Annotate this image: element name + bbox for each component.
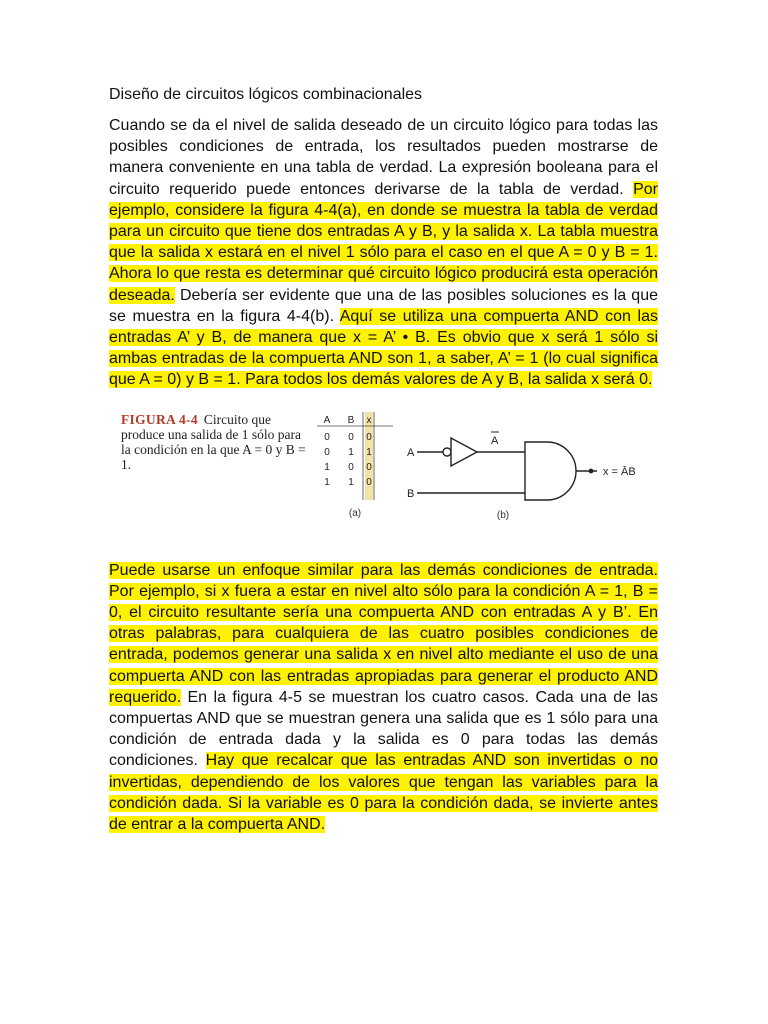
inverted-a-label: A <box>491 434 499 447</box>
inverter-triangle <box>451 438 477 466</box>
figure-spacer <box>109 526 658 560</box>
table-cell: 1 <box>366 446 372 458</box>
table-cell: 1 <box>348 476 354 488</box>
p1-seg-1-highlight: Por ejemplo, considere la figura 4-4(a), en donde se muestra la tabla de verdad para un circuito que tiene dos entradas A y B, y la salida x. La tabla muestra que la salida x estará en el nivel 1 sólo para el caso en el que A = 0 y B = 1. Ahora lo que resta es determinar qué circuito lógico producirá esta operación deseada. <box>109 180 658 304</box>
table-cell: 1 <box>348 446 354 458</box>
figure-label: FIGURA 4-4 <box>121 411 198 427</box>
p1-seg-0: Cuando se da el nivel de salida deseado de un circuito lógico para todas las posibles condiciones de entrada, los resultados pueden mostrarse de manera conveniente en una tabla de verdad. La expresión booleana para el circuito requerido puede entonces derivarse de la tabla de verdad. <box>109 117 658 198</box>
table-cell: 0 <box>324 431 330 443</box>
table-cell: 0 <box>348 431 354 443</box>
figure-caption <box>121 412 311 472</box>
table-cell: 1 <box>324 476 330 488</box>
p1-seg-3-highlight: Aquí se utiliza una compuerta AND con las entradas A’ y B, de manera que x = A’ • B. Es obvio que x será 1 sólo si ambas entradas de la compuerta AND son 1, a saber, A’ = 1 (lo cual significa que A = 0) y B = 1. Para todos los demás valores de A y B, la salida x será 0. <box>109 307 658 389</box>
output-label: x = ĀB <box>603 465 636 478</box>
p2-seg-2-highlight: Hay que recalcar que las entradas AND son invertidas o no invertidas, dependiendo de los valores que tengan las variables para la condición dada. Si la variable es 0 para la condición dada, se invierte antes de entrar a la compuerta AND. <box>109 752 659 834</box>
document-title: Diseño de circuitos lógicos combinacionales <box>109 86 423 103</box>
output-node <box>589 468 594 473</box>
table-cell: 0 <box>366 476 372 488</box>
input-b-label: B <box>407 487 415 500</box>
paragraph-1 <box>109 115 658 391</box>
inverter-bubble <box>443 448 451 456</box>
table-header-a: A <box>323 414 331 426</box>
table-cell: 0 <box>348 461 354 473</box>
p2-seg-0-highlight: Puede usarse un enfoque similar para las demás condiciones de entrada. Por ejemplo, si x fuera a estar en nivel alto sólo para la condición A = 1, B = 0, el circuito resultante sería una compuerta AND con entradas A y B’. En otras palabras, para cualquiera de las cuatro posibles condiciones de entrada, podemos generar una salida x en nivel alto mediante el uso de una compuerta AND con las entradas apropiadas para generar el producto AND requerido. <box>109 561 658 706</box>
table-header-b: B <box>347 414 355 426</box>
table-cell: 0 <box>366 431 372 443</box>
table-cell: 0 <box>366 461 372 473</box>
table-header-x: x <box>366 414 372 426</box>
figure-4-4 <box>109 406 658 526</box>
and-gate-circuit <box>407 414 647 520</box>
p2-seg-1: En la figura 4-5 se muestran los cuatro casos. Cada una de las compuertas AND que se muestran genera una salida que es 1 sólo para una condición de entrada dada y la salida es 0 para todas las demás condiciones. <box>109 688 658 770</box>
truth-table <box>315 412 395 518</box>
circuit-sublabel: (b) <box>496 509 510 520</box>
paragraph-2 <box>109 560 658 836</box>
document-page <box>109 84 658 835</box>
table-cell: 0 <box>324 446 330 458</box>
table-cell: 1 <box>324 461 330 473</box>
figure-caption-text: Circuito que produce una salida de 1 sólo para la condición en la que A = 0 y B = 1. <box>121 411 306 472</box>
input-a-label: A <box>407 446 415 459</box>
p1-seg-2: Debería ser evidente que una de las posibles soluciones es la que se muestra en la figura 4-4(b). <box>109 286 658 325</box>
table-sublabel: (a) <box>348 507 362 518</box>
and-gate-body <box>525 442 576 500</box>
